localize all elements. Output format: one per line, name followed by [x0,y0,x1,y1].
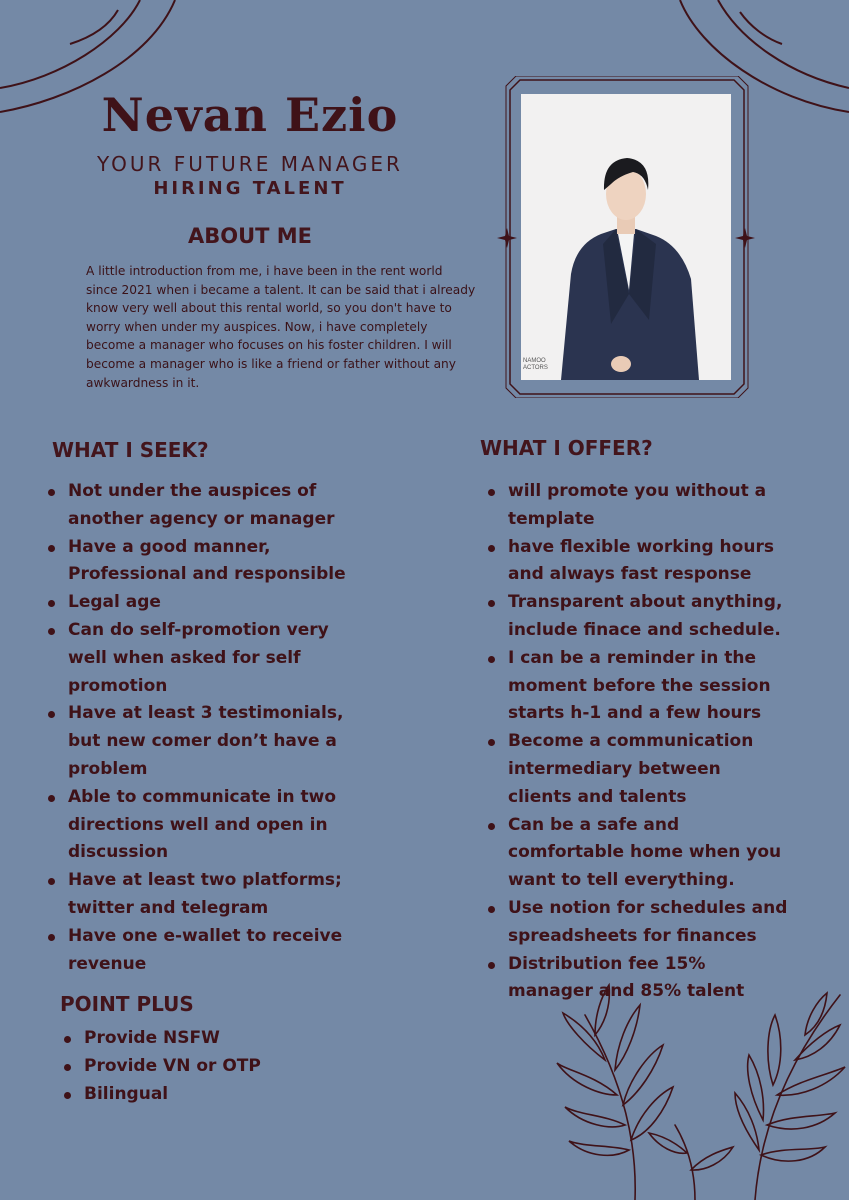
list-item: Have at least two platforms; twitter and telegram [48,867,348,923]
list-item: Can do self-promotion very well when asked for self promotion [48,617,348,700]
about-heading: ABOUT ME [187,224,313,248]
offer-heading: WHAT I OFFER? [480,436,653,460]
sparkle-icon-right [734,227,756,249]
plus-heading: POINT PLUS [60,992,194,1016]
list-item: Not under the auspices of another agency or manager [48,478,348,534]
list-item: Provide NSFW [64,1025,324,1053]
offer-list [488,478,788,1006]
person-illustration [521,94,731,380]
list-item: Legal age [48,589,348,617]
list-item: Become a communication intermediary between clients and talents [488,728,788,811]
plus-list [64,1025,324,1108]
leaf-decoration-icon [555,975,849,1200]
list-item: Able to communicate in two directions well and open in discussion [48,784,348,867]
sparkle-icon-left [496,227,518,249]
list-item: Have a good manner, Professional and responsible [48,534,348,590]
about-text: A little introduction from me, i have been in the rent world since 2021 when i became a talent. It can be said that i already know very well about this rental world, so you don't have to worry when under my auspices. Now, i have completely become a manager who focuses on his foster children. I will become a manager who is like a friend or father without any awkwardness in it. [86,264,476,390]
seek-heading: WHAT I SEEK? [52,438,209,462]
list-item: will promote you without a template [488,478,788,534]
list-item: Provide VN or OTP [64,1053,324,1081]
hiring-label: HIRING TALENT [153,178,347,199]
seek-list [48,478,348,978]
photo-watermark: NAMOO ACTORS [523,358,548,371]
list-item: Use notion for schedules and spreadsheets for finances [488,895,788,951]
tagline: YOUR FUTURE MANAGER [97,152,403,176]
list-item: have flexible working hours and always fast response [488,534,788,590]
list-item: Have at least 3 testimonials, but new comer don’t have a problem [48,700,348,783]
list-item: Transparent about anything, include finace and schedule. [488,589,788,645]
list-item: Have one e-wallet to receive revenue [48,923,348,979]
page-title: Nevan Ezio [101,88,399,142]
list-item: Can be a safe and comfortable home when you want to tell everything. [488,812,788,895]
list-item: I can be a reminder in the moment before the session starts h-1 and a few hours [488,645,788,728]
list-item: Distribution fee 15% manager and 85% talent [488,951,788,1007]
profile-photo [521,94,731,380]
list-item: Bilingual [64,1081,324,1109]
